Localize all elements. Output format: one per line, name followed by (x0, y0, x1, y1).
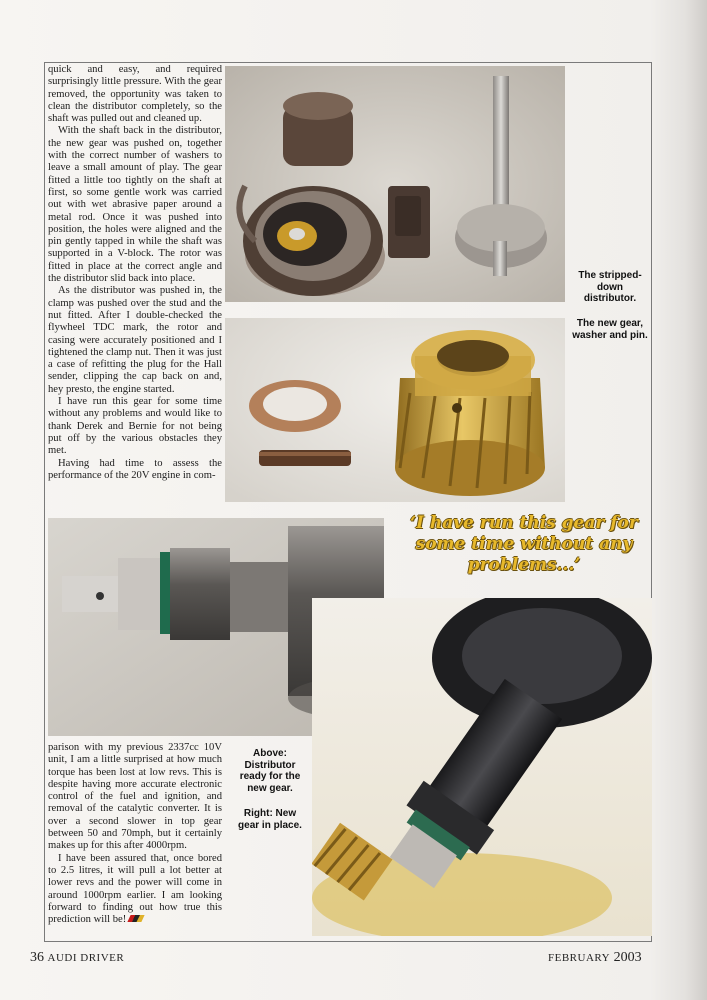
photo-gear-washer-pin (225, 318, 565, 502)
paragraph: I have run this gear for some time without any problems and would like to thank Derek and Bernie for not being put off by the various obstacles they met. (48, 396, 222, 457)
caption-new-gear: The new gear, washer and pin. (572, 318, 648, 341)
issue-year: 2003 (613, 950, 642, 965)
photo-stripped-distributor (225, 66, 565, 302)
paragraph: parison with my previous 2337cc 10V unit, I am a little surprised at how much torque has been lost at low revs. This is despite having more accurate electronic control of the fuel and ignition, and removal of the catalytic converter. It is over a second slower in top gear between 50 and 70mph, but it certainly makes up for this after 4000rpm. (48, 742, 222, 852)
footer-left (30, 950, 124, 966)
footer-right (548, 950, 642, 966)
issue-month: FEBRUARY (548, 952, 611, 964)
end-mark-icon (128, 915, 145, 922)
caption-stripped-distributor: The stripped-down distributor. (578, 270, 642, 304)
caption-right: Right: New gear in place. (238, 808, 302, 831)
paragraph: quick and easy, and required surprisingly little pressure. With the gear removed, the opportunity was taken to clean the distributor completely, so the shaft was pulled out and cleaned up. (48, 64, 222, 125)
magazine-name: AUDI DRIVER (47, 952, 125, 964)
paragraph: Having had time to assess the performance of the 20V engine in com- (48, 457, 222, 481)
paragraph: As the distributor was pushed in, the clamp was pushed over the stud and the nut fitted. After I double-checked the flywheel TDC mark, the rotor and casing were accurately positioned and I tightened the clamp nut. Then it was just a case of refitting the plug for the Hall sender, clipping the cap back on and, hey presto, the engine started. (48, 285, 222, 395)
paragraph-text: I have been assured that, once bored to 2.5 litres, it will pull a lot better at lower revs and the power will come in around 1000rpm earlier. I am looking forward to finding out how true this prediction will be! (48, 852, 222, 926)
article-column-2 (48, 742, 222, 926)
photo-gear-in-place (312, 598, 652, 936)
paragraph: With the shaft back in the distributor, the new gear was pushed on, together with the correct number of washers to leave a small amount of play. The gear fitted a little too tightly on the shaft at first, so some gentle work was carried out with wet abrasive paper around a metal rod. Once it was pushed into position, the holes were aligned and the pin gently tapped in while the shaft was supported in a V-block. The rotor was fitted in place at the correct angle and the distributor slid back into place. (48, 125, 222, 285)
paragraph (48, 853, 222, 927)
caption-above: Above: Distributor ready for the new gear. (239, 748, 301, 794)
article-column-1 (48, 64, 222, 482)
page-number: 36 (30, 950, 44, 965)
pull-quote: ‘I have run this gear for some time without any problems...’ (410, 513, 638, 575)
